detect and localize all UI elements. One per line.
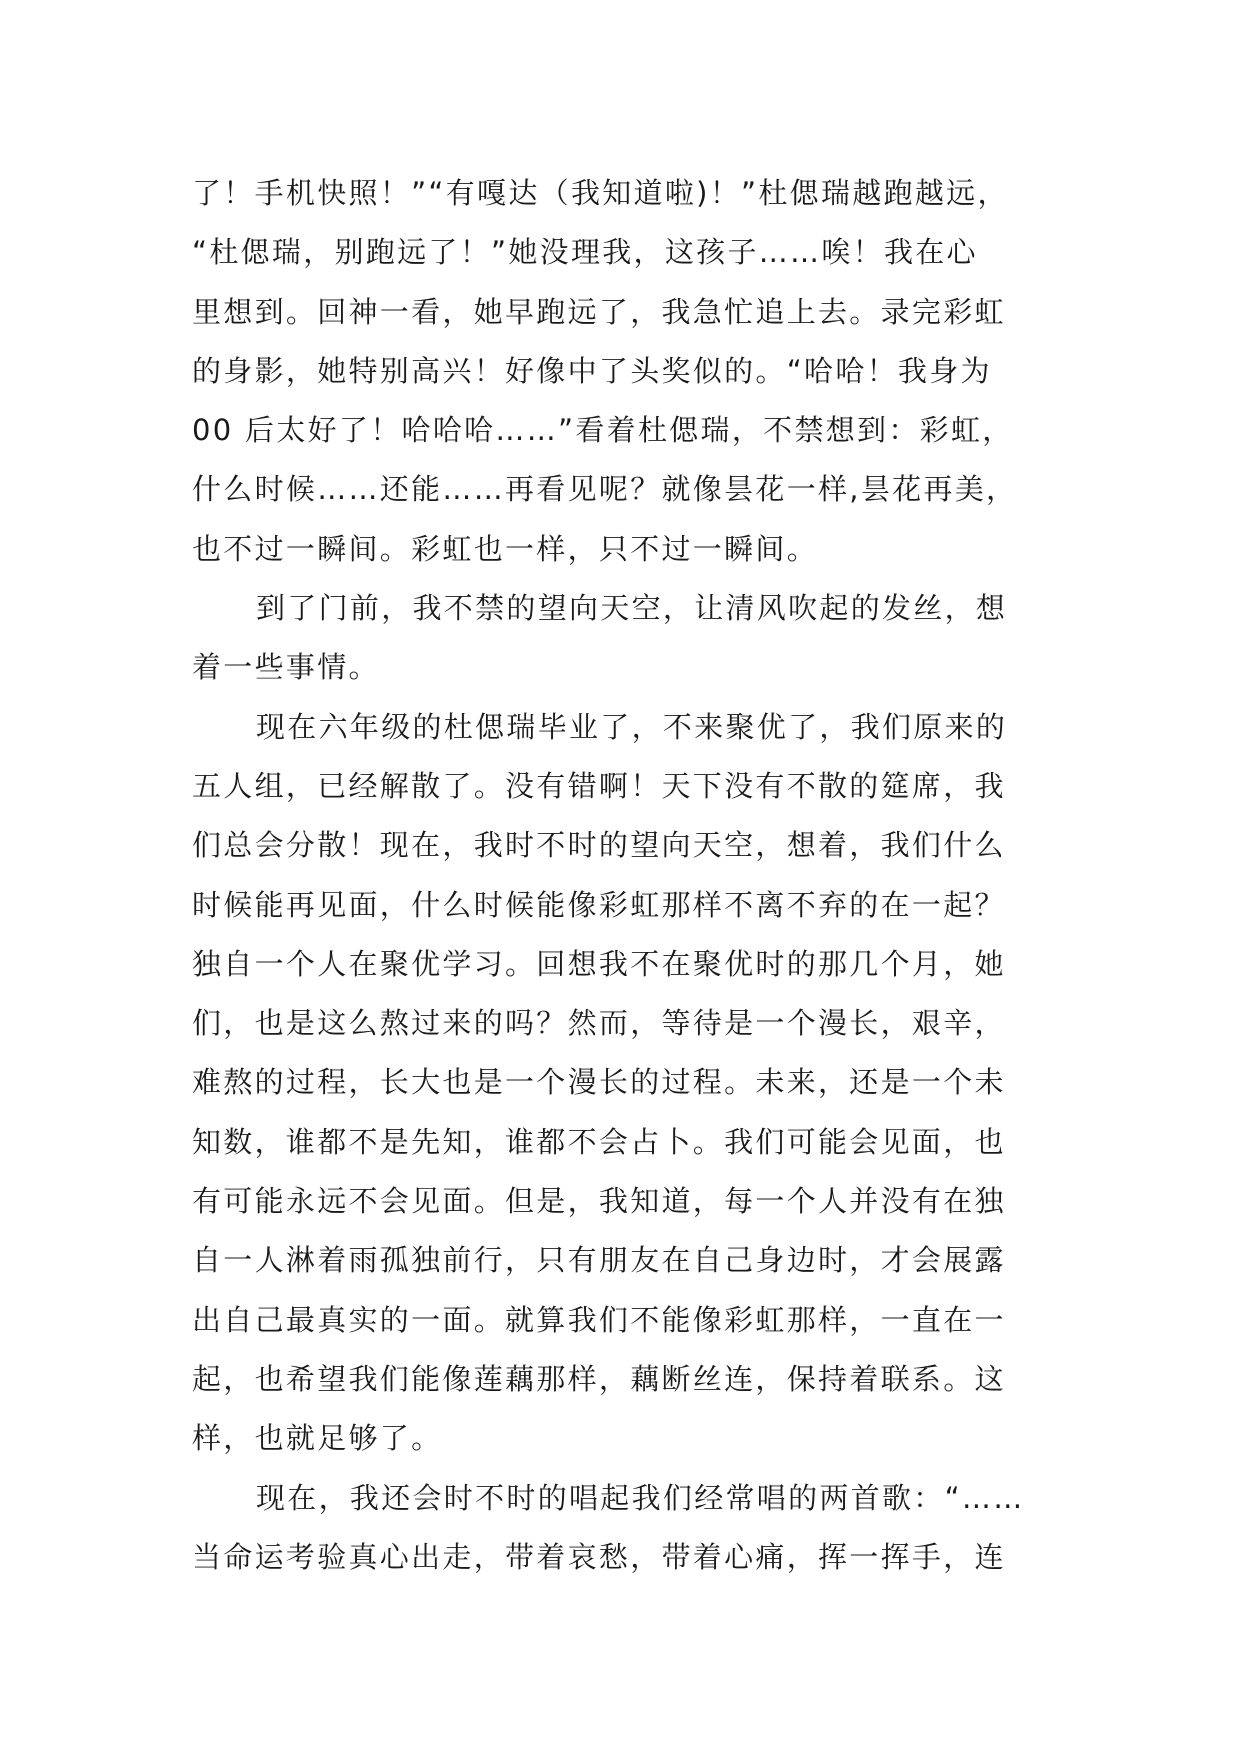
text-line: 00 后太好了！哈哈哈……”看着杜偲瑞，不禁想到：彩虹， <box>192 413 1014 448</box>
text-line: 有可能永远不会见面。但是，我知道，每一个人并没有在独 <box>192 1184 1006 1219</box>
text-line: 现在，我还会时不时的唱起我们经常唱的两首歌：“…… <box>256 1480 1025 1515</box>
text-line: 着一些事情。 <box>192 650 380 685</box>
text-line: 当命运考验真心出走，带着哀愁，带着心痛，挥一挥手，连 <box>192 1539 1006 1574</box>
text-line: 现在六年级的杜偲瑞毕业了，不来聚优了，我们原来的 <box>256 709 1008 744</box>
essay-body <box>192 164 1074 1587</box>
text-line: 知数，谁都不是先知，谁都不会占卜。我们可能会见面，也 <box>192 1124 1006 1159</box>
text-line: 出自己最真实的一面。就算我们不能像彩虹那样，一直在一 <box>192 1302 1006 1337</box>
text-line: 们总会分散！现在，我时不时的望向天空，想着，我们什么 <box>192 828 1006 863</box>
text-line: 了！手机快照！”“有嘎达（我知道啦)！”杜偲瑞越跑越远， <box>192 176 1009 210</box>
text-line: 到了门前，我不禁的望向天空，让清风吹起的发丝，想 <box>256 591 1008 626</box>
text-line: 独自一个人在聚优学习。回想我不在聚优时的那几个月，她 <box>192 946 1006 981</box>
text-line: 的身影，她特别高兴！好像中了头奖似的。“哈哈！我身为 <box>192 353 992 388</box>
text-line: 时候能再见面，什么时候能像彩虹那样不离不弃的在一起？ <box>192 887 1006 922</box>
text-line: 难熬的过程，长大也是一个漫长的过程。未来，还是一个未 <box>192 1065 1006 1100</box>
text-line: 五人组，已经解散了。没有错啊！天下没有不散的筵席，我 <box>192 768 1006 803</box>
text-line: 什么时候……还能……再看见呢？就像昙花一样,昙花再美， <box>192 472 1018 507</box>
text-line: 自一人淋着雨孤独前行，只有朋友在自己身边时，才会展露 <box>192 1243 1006 1278</box>
text-line: 里想到。回神一看，她早跑远了，我急忙追上去。录完彩虹 <box>192 294 1006 329</box>
text-line: 也不过一瞬间。彩虹也一样，只不过一瞬间。 <box>192 531 819 566</box>
text-line: 样，也就足够了。 <box>192 1421 443 1456</box>
text-line: 起，也希望我们能像莲藕那样，藕断丝连，保持着联系。这 <box>192 1361 1006 1396</box>
text-line: 们，也是这么熬过来的吗？然而，等待是一个漫长，艰辛， <box>192 1006 1006 1041</box>
text-line: “杜偲瑞，别跑远了！”她没理我，这孩子……唉！我在心 <box>192 235 978 270</box>
